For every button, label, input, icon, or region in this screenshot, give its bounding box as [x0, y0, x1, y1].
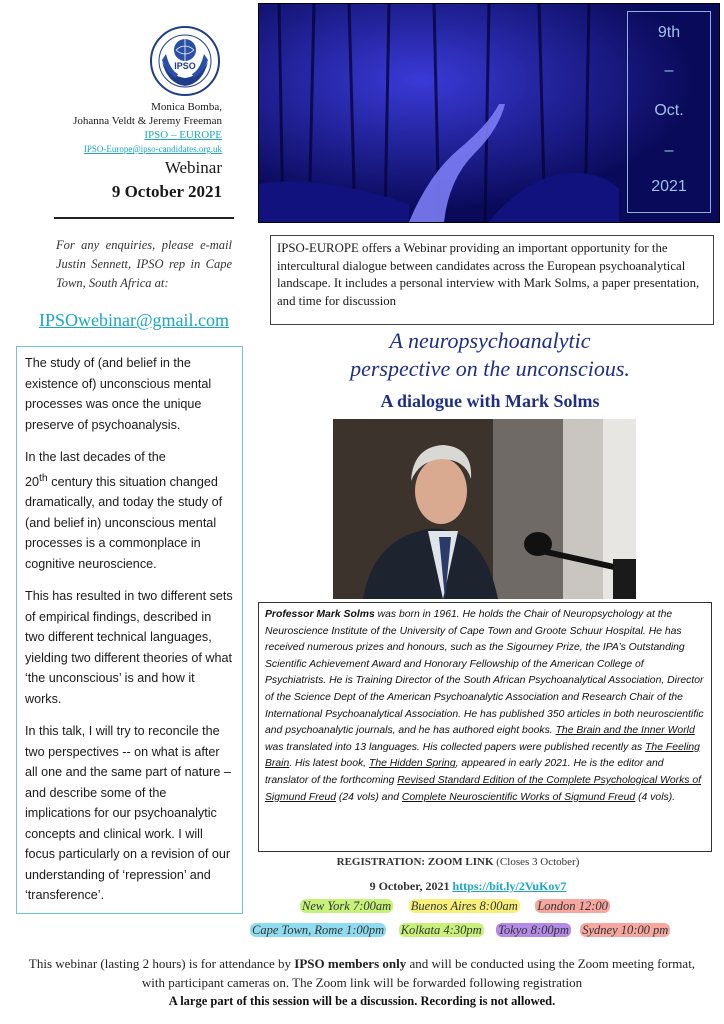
bio-book-title: The Hidden Spring: [368, 758, 456, 770]
time-zone-city: Cape Town, Rome: [252, 923, 343, 937]
abstract-p2-end: century this situation changed dramatically, and today the study of (and belief in) unconscious mental processes is a commonplace in cognitive neuroscience.: [25, 474, 223, 571]
registration-closes: (Closes 3 October): [496, 856, 580, 868]
talk-title-line-2: perspective on the unconscious.: [350, 356, 630, 381]
time-zone-entry: [535, 899, 610, 913]
footer-text: This webinar (lasting 2 hours) is for attendance by: [28, 956, 295, 971]
abstract-paragraph-4: In this talk, I will try to reconcile the two perspectives -- on what is after all one and the same part of nature – and describe some of the implications for our psychoanalytic concepts and clinical work. I will focus particularly on a revision of our understanding of ‘repression’ and ‘transference’.: [25, 724, 231, 903]
bio-book-title: Complete Neuroscientific Works of Sigmund Freud: [401, 791, 636, 803]
logo-text: IPSO: [174, 61, 196, 71]
speaker-photo: [333, 419, 636, 599]
intro-box: IPSO-EUROPE offers a Webinar providing an important opportunity for the intercultural dialogue between candidates across the European psychoanalytical landscape. It includes a personal interview with Mark Solms, a paper presentation, and time for discussion: [270, 235, 714, 325]
abstract-p2-start: In the last decades of the: [25, 450, 166, 464]
talk-title-line-1: A neuropsychoanalytic: [389, 328, 591, 353]
webinar-label: Webinar: [164, 158, 222, 177]
registration-line: [258, 879, 678, 894]
bio-text: was born in 1961. He holds the Chair of Neuropsychology at the Neuroscience Institute of the University of Cape Town and Groote Schuur Hospital. He has received numerous prizes and honours, such as the Sigourney Prize, the IPA’s Outstanding Scientific Achievement Award and Honorary Fellowship of the American College of Psychiatrists. He is Training Director of the South African Psychoanalytical Association, Director of the Science Dept of the American Psychoanalytic Association and Research Chair of the International Psychoanalytical Association. He has published 350 articles in both neuroscientific and psychoanalytic journals, and he has authored eight books.: [265, 609, 704, 737]
time-zone-city: Buenos Aires: [410, 899, 477, 913]
registration-date: 9 October, 2021: [369, 879, 450, 893]
authors-block: [40, 100, 222, 156]
registration-label: REGISTRATION: ZOOM LINK: [336, 856, 494, 868]
bio-book-title: Revised Standard Edition of the Complete Psychological Works of Sigmund Freud: [265, 774, 702, 803]
ipso-logo: [148, 24, 222, 98]
abstract-paragraph-3: This has resulted in two different sets of empirical findings, described in two different technical languages, yielding two different theories of what ‘the unconscious’ is and how it works.: [25, 589, 233, 706]
recording-notice: A large part of this session will be a discussion. Recording is not allowed.: [168, 994, 556, 1008]
bio-book-title: The Brain and the Inner World: [555, 725, 695, 737]
time-zone-city: London: [537, 899, 576, 913]
banner-date-box: [627, 11, 711, 213]
banner-date-day: 9th: [657, 24, 681, 41]
webinar-date: 9 October 2021: [111, 182, 222, 201]
time-zone-time: 10:00 pm: [620, 923, 669, 937]
time-zone-city: Kolkata: [400, 923, 441, 937]
bio-text: (24 vols) and: [336, 791, 402, 803]
banner-date-dash: –: [664, 62, 674, 79]
enquiries-text: For any enquiries, please e-mail Justin Sennett, IPSO rep in Cape Town, South Africa at:: [56, 238, 232, 290]
banner-image: [258, 3, 720, 223]
time-zone-time: 7:00am: [352, 899, 392, 913]
footer-emphasis: IPSO members only: [294, 956, 407, 971]
ipso-europe-link[interactable]: IPSO – EUROPE: [144, 129, 222, 141]
zoom-registration-link[interactable]: https://bit.ly/2VuKov7: [452, 879, 567, 893]
time-zone-city: New York: [302, 899, 350, 913]
talk-subtitle: A dialogue with Mark Solms: [380, 391, 600, 411]
divider: [54, 217, 234, 219]
time-zone-city: Tokyo: [498, 923, 528, 937]
time-zone-entry: [399, 923, 484, 937]
time-zone-city: Sydney: [582, 923, 618, 937]
abstract-paragraph-1: The study of (and belief in the existence of) unconscious mental processes was once the unique preserve of psychoanalysis.: [25, 356, 212, 432]
banner-date-dash: –: [664, 142, 674, 159]
bio-text: was translated into 13 languages. His collected papers were published recently as: [265, 741, 646, 753]
abstract-p2-century: 20: [25, 474, 40, 489]
banner-date-year: 2021: [651, 178, 687, 195]
time-zone-time: 1:00pm: [346, 923, 385, 937]
bio-text: (4 vols).: [635, 791, 676, 803]
speaker-bio-box: [258, 602, 712, 852]
time-zone-entry: [409, 899, 520, 913]
contact-email-link[interactable]: IPSOwebinar@gmail.com: [38, 310, 230, 330]
attendance-notice: [20, 954, 704, 992]
time-zone-entry: [300, 899, 393, 913]
bio-text: , appeared in early 2021. He is the editor and translator of the forthcoming: [265, 758, 664, 786]
time-zone-entry: [580, 923, 670, 937]
bio-book-title: The Feeling Brain: [265, 741, 700, 770]
abstract-box: [16, 346, 243, 914]
ipso-europe-email-link[interactable]: IPSO-Europe@ipso-candidates.org.uk: [83, 144, 222, 154]
footer-text: and will be conducted using the Zoom meeting format, with participant cameras on. The Zoom link will be forwarded following registration: [141, 956, 696, 990]
abstract-p2-suffix: th: [39, 471, 48, 484]
time-zone-time: 12:00: [578, 899, 608, 913]
bio-text: . His latest book,: [289, 758, 369, 770]
abstract-paragraph-2: [25, 447, 234, 574]
author-names-line2: Johanna Veldt & Jeremy Freeman: [73, 115, 222, 127]
time-zone-time: 4:30pm: [443, 923, 482, 937]
bio-speaker-name: Professor Mark Solms: [265, 609, 375, 620]
time-zone-entry: [496, 923, 571, 937]
time-zones-row-1: [300, 899, 700, 914]
author-names-line1: Monica Bomba,: [151, 101, 222, 113]
registration-heading: [258, 856, 658, 868]
time-zones-row-2: [250, 923, 710, 938]
time-zone-time: 8:00pm: [530, 923, 569, 937]
banner-date-month: Oct.: [654, 102, 684, 119]
time-zone-time: 8:00am: [479, 899, 518, 913]
time-zone-entry: [250, 923, 386, 937]
